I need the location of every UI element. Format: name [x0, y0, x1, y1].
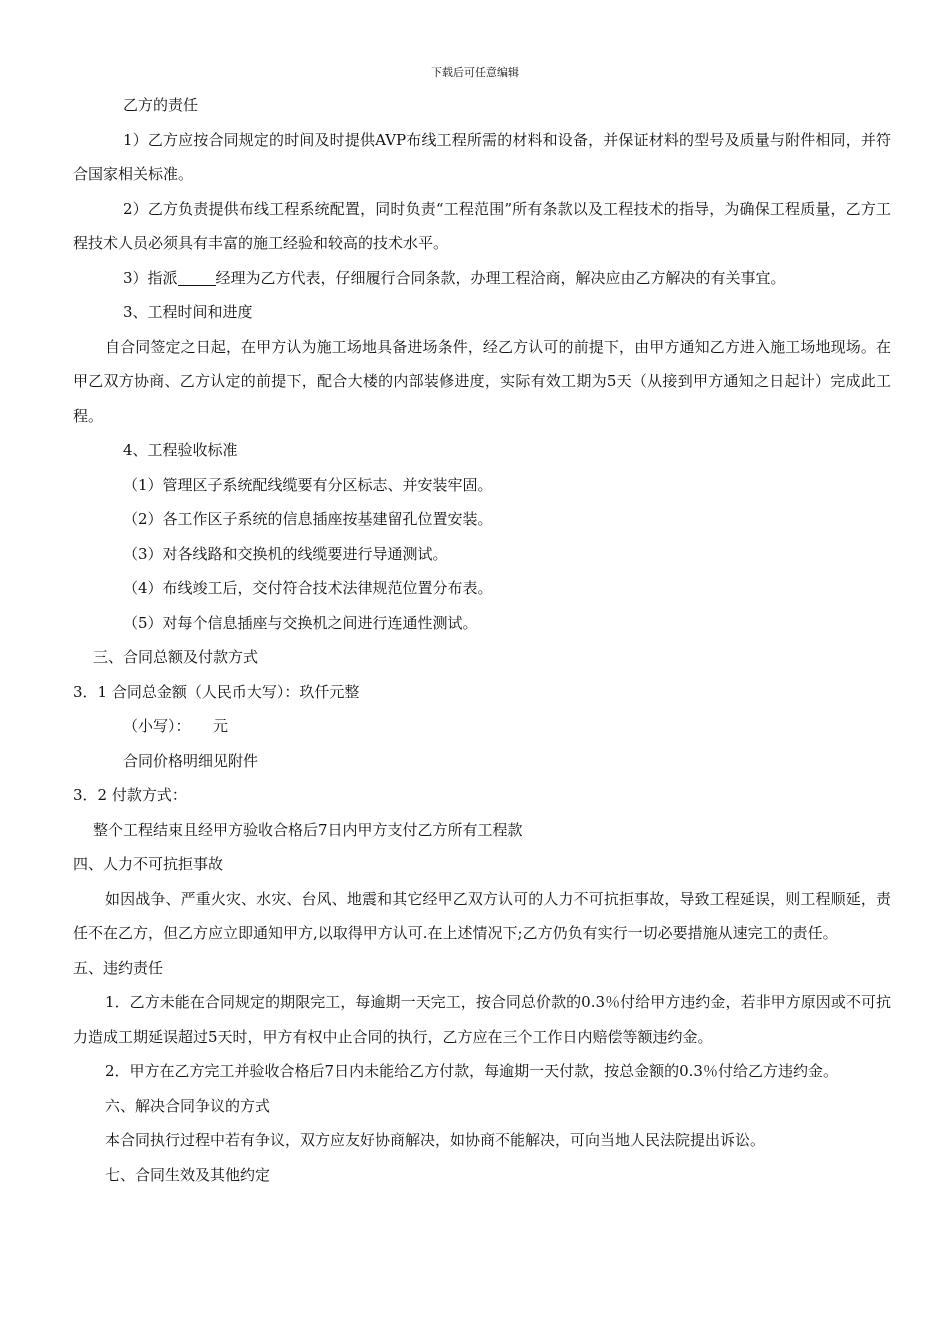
paragraph [73, 261, 891, 296]
paragraph: 如因战争、严重火灾、水灾、台风、地震和其它经甲乙双方认可的人力不可抗拒事故，导致工程延误，则工程顺延，责任不在乙方，但乙方应立即通知甲方,以取得甲方认可.在上述情况下;乙方仍负有实行一切必要措施从速完工的责任。 [73, 889, 891, 942]
list-item: （5）对每个信息插座与交换机之间进行连通性测试。 [123, 613, 478, 632]
paragraph: 合同价格明细见附件 [123, 751, 259, 770]
paragraph-lead: 3）指派 [123, 268, 178, 287]
paragraph: 2．甲方在乙方完工并验收合格后7日内未能给乙方付款，每逾期一天付款，按总金额的0.3％付给乙方违约金。 [105, 1062, 838, 1080]
section-heading: 3、工程时间和进度 [123, 303, 253, 321]
section-heading: 4、工程验收标准 [123, 441, 238, 459]
list-item: （2）各工作区子系统的信息插座按基建留孔位置安装。 [123, 510, 493, 528]
fill-in-blank [178, 270, 216, 286]
paragraph: 自合同签定之日起，在甲方认为施工场地具备进场条件，经乙方认可的前提下，由甲方通知乙方进入施工场地现场。在甲乙双方协商、乙方认定的前提下，配合大楼的内部装修进度，实际有效工期为5天（从接到甲方通知之日起计）完成此工程。 [73, 337, 891, 425]
paragraph: 本合同执行过程中若有争议，双方应友好协商解决，如协商不能解决，可向当地人民法院提出诉讼。 [105, 1131, 766, 1149]
paragraph: （小写）： 元 [123, 717, 229, 735]
section-heading: 乙方的责任 [123, 96, 199, 114]
list-item: （3）对各线路和交换机的线缆要进行导通测试。 [123, 544, 448, 563]
list-item: （1）管理区子系统配线缆要有分区标志、并安装牢固。 [123, 475, 493, 494]
section-heading: 五、违约责任 [73, 958, 164, 977]
section-heading: 六、解决合同争议的方式 [105, 1096, 271, 1115]
paragraph: 整个工程结束且经甲方验收合格后7日内甲方支付乙方所有工程款 [93, 820, 523, 839]
list-item: （4）布线竣工后，交付符合技术法律规范位置分布表。 [123, 579, 493, 597]
section-heading: 三、合同总额及付款方式 [93, 648, 259, 666]
section-heading: 四、人力不可抗拒事故 [73, 855, 224, 873]
paragraph: 1．乙方未能在合同规定的期限完工，每逾期一天完工，按合同总价款的0.3％付给甲方违约金，若非甲方原因或不可抗力造成工期延误超过5天时，甲方有权中止合同的执行，乙方应在三个工作日内赔偿等额违约金。 [73, 993, 891, 1046]
document-body [73, 88, 891, 1192]
paragraph: 3．2 付款方式： [73, 786, 187, 804]
section-heading: 七、合同生效及其他约定 [105, 1165, 271, 1184]
paragraph: 3．1 合同总金额（人民币大写）：玖仟元整 [73, 682, 360, 701]
paragraph: 2）乙方负责提供布线工程系统配置，同时负责“工程范围”所有条款以及工程技术的指导，为确保工程质量，乙方工程技术人员必须具有丰富的施工经验和较高的技术水平。 [73, 199, 891, 252]
paragraph: 1）乙方应按合同规定的时间及时提供AVP布线工程所需的材料和设备，并保证材料的型号及质量与附件相同，并符合国家相关标准。 [73, 130, 891, 183]
page-header: 下载后可任意编辑 [431, 66, 519, 79]
paragraph-rest: 经理为乙方代表，仔细履行合同条款，办理工程洽商，解决应由乙方解决的有关事宜。 [215, 268, 786, 287]
